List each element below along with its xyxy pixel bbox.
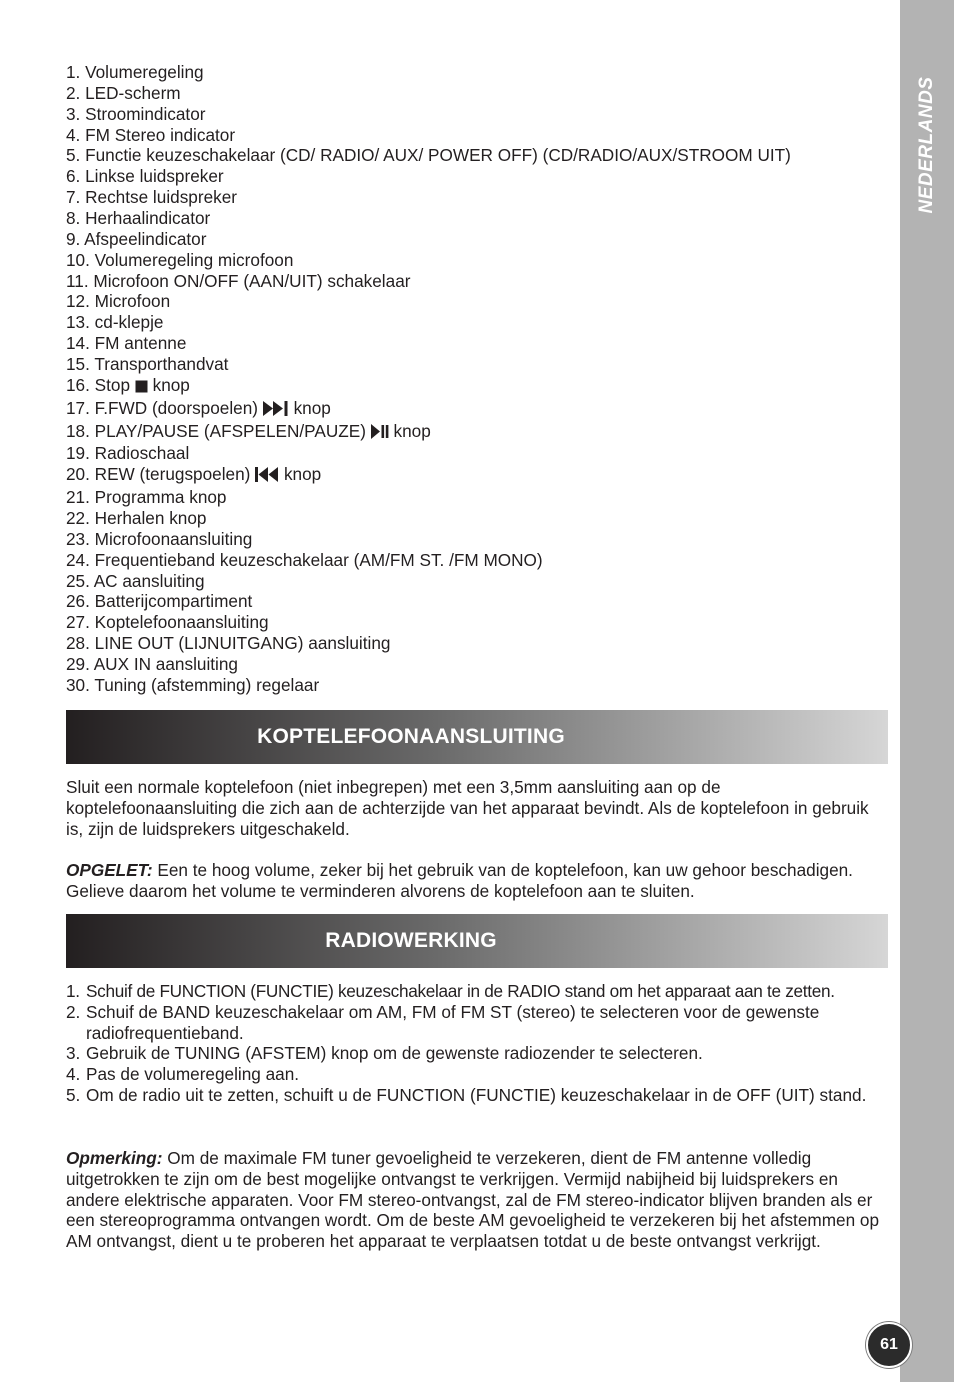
list-item: 28. LINE OUT (LIJNUITGANG) aansluiting [66, 633, 391, 654]
list-item: 26. Batterijcompartiment [66, 591, 253, 612]
step-text: Schuif de BAND keuzeschakelaar om AM, FM of FM ST (stereo) te selecteren voor de gewenste radiofrequentieband. [86, 1001, 820, 1043]
list-item: 30. Tuning (afstemming) regelaar [66, 674, 320, 695]
section-title: RADIOWERKING [325, 929, 497, 952]
list-item-suffix: knop [293, 397, 331, 418]
step-number: 1. [66, 981, 80, 1001]
list-item: 15. Transporthandvat [66, 354, 229, 375]
list-item: 29. AUX IN aansluiting [66, 654, 238, 675]
list-item: 1. Volumeregeling [66, 62, 204, 82]
fast-forward-icon [263, 400, 289, 421]
list-item: 7. Rechtse luidspreker [66, 187, 238, 208]
list-item [66, 398, 791, 421]
list-item-label: 17. F.FWD (doorspoelen) [66, 397, 258, 418]
list-item: 13. cd-klepje [66, 312, 164, 333]
radio-steps-list [66, 981, 888, 1106]
list-item-suffix: knop [283, 464, 322, 485]
step-text: Schuif de FUNCTION (FUNCTIE) keuzeschakelaar in de RADIO stand om het apparaat aan te zetten. [86, 981, 835, 1001]
list-item [66, 1043, 888, 1064]
page-number-badge: 61 [866, 1322, 912, 1368]
section-banner-radio [66, 914, 888, 968]
list-item: 9. Afspeelindicator [66, 228, 207, 249]
list-item-suffix: knop [152, 374, 190, 395]
list-item-suffix: knop [393, 420, 431, 441]
list-item-label: 18. PLAY/PAUSE (AFSPELEN/PAUZE) [66, 420, 366, 441]
step-number: 2. [66, 1001, 81, 1022]
headphones-paragraph: Sluit een normale koptelefoon (niet inbegrepen) met een 3,5mm aansluiting aan op de koptelefoonaansluiting die zich aan de achterzijde van het apparaat bevindt. Als de koptelefoon in gebruik is, zijn de luidsprekers uitgeschakeld. [66, 777, 869, 839]
list-item: 5. Functie keuzeschakelaar (CD/ RADIO/ AUX/ POWER OFF) (CD/RADIO/AUX/STROOM UIT) [66, 145, 791, 166]
rewind-icon [255, 466, 279, 487]
list-item: 8. Herhaalindicator [66, 208, 211, 229]
step-text: Om de radio uit te zetten, schuift u de FUNCTION (FUNCTIE) keuzeschakelaar in de OFF (UIT) stand. [86, 1084, 867, 1105]
list-item: 4. FM Stereo indicator [66, 124, 236, 145]
warning-paragraph [66, 860, 886, 902]
warning-text: Een te hoog volume, zeker bij het gebruik van de koptelefoon, kan uw gehoor beschadigen. Gelieve daarom het volume te verminderen alvorens de koptelefoon aan te sluiten. [66, 860, 853, 901]
note-paragraph [66, 1148, 886, 1252]
list-item: 2. LED-scherm [66, 82, 181, 103]
list-item-label: 20. REW (terugspoelen) [66, 464, 251, 485]
list-item: 14. FM antenne [66, 333, 187, 354]
list-item [66, 464, 791, 487]
warning-label: OPGELET: [66, 860, 153, 880]
step-text: Pas de volumeregeling aan. [86, 1064, 300, 1085]
section-title: KOPTELEFOONAANSLUITING [257, 725, 565, 748]
list-item [66, 1085, 888, 1106]
stop-icon [135, 377, 148, 398]
step-number: 5. [66, 1084, 81, 1105]
list-item: 3. Stroomindicator [66, 103, 206, 124]
list-item-label: 16. Stop [66, 374, 131, 395]
play-pause-icon [371, 423, 389, 444]
list-item: 19. Radioschaal [66, 443, 190, 464]
step-number: 4. [66, 1064, 81, 1085]
list-item: 21. Programma knop [66, 487, 227, 508]
parts-list [66, 62, 791, 696]
list-item: 23. Microfoonaansluiting [66, 528, 253, 549]
step-text: Gebruik de TUNING (AFSTEM) knop om de gewenste radiozender te selecteren. [86, 1043, 703, 1064]
list-item: 25. AC aansluiting [66, 570, 205, 591]
note-label: Opmerking: [66, 1148, 163, 1168]
list-item [66, 375, 791, 398]
list-item: 10. Volumeregeling microfoon [66, 249, 294, 270]
list-item [66, 421, 791, 444]
note-text: Om de maximale FM tuner gevoeligheid te verzekeren, dient de FM antenne volledig uitgetrokken te zijn om de best mogelijke ontvangst te verkrijgen. Vermijd nabijheid bij luidsprekers en andere elektrische apparaten. Voor FM stereo-ontvangst, zal de FM stereo-indicator blijven branden als er een stereoprogramma ontvangen wordt. Om de beste AM gevoeligheid te verzekeren bij het afstemmen op AM ontvangst, dient u te proberen het apparaat te verplaatsen totdat u de beste ontvangst verkrijgt. [66, 1148, 880, 1252]
step-number: 3. [66, 1043, 81, 1064]
list-item: 11. Microfoon ON/OFF (AAN/UIT) schakelaar [66, 270, 411, 291]
list-item: 6. Linkse luidspreker [66, 166, 224, 187]
list-item [66, 1064, 888, 1085]
language-tab: NEDERLANDS [916, 76, 937, 214]
list-item: 24. Frequentieband keuzeschakelaar (AM/FM ST. /FM MONO) [66, 549, 543, 570]
list-item: 12. Microfoon [66, 291, 171, 312]
list-item [66, 1002, 888, 1044]
list-item: 27. Koptelefoonaansluiting [66, 612, 269, 633]
list-item: 22. Herhalen knop [66, 508, 207, 529]
list-item [66, 981, 888, 1002]
section-banner-headphones [66, 710, 888, 764]
